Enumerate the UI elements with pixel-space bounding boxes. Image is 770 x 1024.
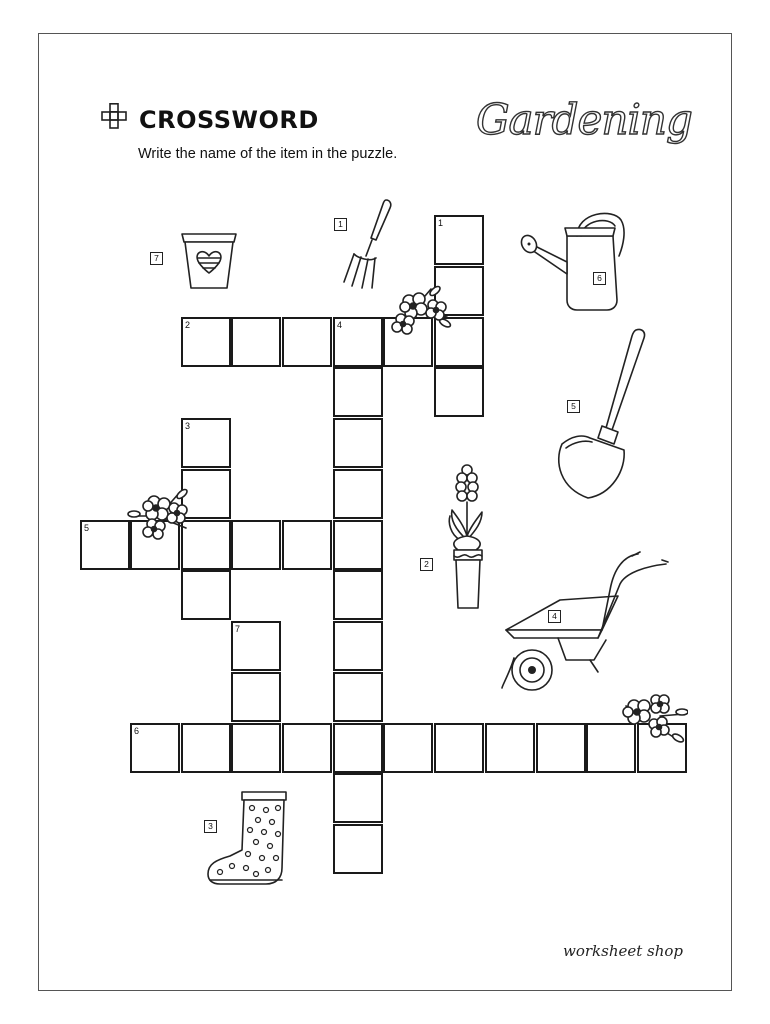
crossword-cell[interactable] [231, 520, 281, 570]
crossword-cell[interactable] [333, 418, 383, 468]
crossword-cell[interactable] [282, 317, 332, 367]
clue-number-5: 5 [84, 523, 90, 533]
crossword-cell[interactable] [333, 723, 383, 773]
crossword-cell[interactable] [231, 621, 281, 671]
instruction-text: Write the name of the item in the puzzle. [138, 146, 398, 162]
crossword-cell[interactable] [536, 723, 586, 773]
crossword-cell[interactable] [333, 317, 383, 367]
shovel-icon [552, 326, 656, 504]
crossword-cell[interactable] [434, 215, 484, 265]
crossword-cell[interactable] [181, 317, 231, 367]
clue-tag-2: 2 [420, 558, 433, 571]
crossword-cell[interactable] [181, 723, 231, 773]
theme-title: Gardening [476, 95, 692, 144]
clue-tag-6: 6 [593, 272, 606, 285]
watering-can-icon [517, 206, 639, 314]
crossword-cell[interactable] [333, 469, 383, 519]
crossword-cell[interactable] [333, 570, 383, 620]
crossword-cell[interactable] [282, 723, 332, 773]
crossword-cell[interactable] [333, 520, 383, 570]
crossword-cell[interactable] [80, 520, 130, 570]
crossword-cell[interactable] [231, 723, 281, 773]
rain-boot-icon [206, 788, 292, 892]
crossword-cell[interactable] [333, 824, 383, 874]
crossword-cell[interactable] [333, 773, 383, 823]
crossword-cell[interactable] [383, 723, 433, 773]
crossword-cell[interactable] [231, 672, 281, 722]
clue-number-1: 1 [438, 218, 444, 228]
page-title: CROSSWORD [139, 106, 319, 134]
clue-number-3: 3 [185, 421, 191, 431]
crossword-cell[interactable] [434, 723, 484, 773]
garden-fork-icon [336, 196, 398, 294]
crossword-cell[interactable] [434, 367, 484, 417]
crossword-cell[interactable] [130, 723, 180, 773]
clue-tag-1: 1 [334, 218, 347, 231]
wheelbarrow-icon [498, 548, 674, 696]
clue-tag-7: 7 [150, 252, 163, 265]
clue-number-7: 7 [235, 624, 241, 634]
crossword-cell[interactable] [181, 570, 231, 620]
crossword-cell[interactable] [181, 418, 231, 468]
brand-footer: worksheet shop [563, 942, 684, 960]
clue-number-6: 6 [134, 726, 140, 736]
crossword-cell[interactable] [485, 723, 535, 773]
crossword-cell[interactable] [231, 317, 281, 367]
crossword-cell[interactable] [333, 367, 383, 417]
hyacinth-bulb-icon [440, 460, 498, 614]
crossword-logo-icon [101, 103, 135, 137]
clue-number-2: 2 [185, 320, 191, 330]
crossword-cell[interactable] [333, 672, 383, 722]
clue-number-4: 4 [337, 320, 343, 330]
crossword-cell[interactable] [282, 520, 332, 570]
flower-pot-icon [178, 230, 240, 294]
clue-tag-4: 4 [548, 610, 561, 623]
crossword-cell[interactable] [333, 621, 383, 671]
clue-tag-3: 3 [204, 820, 217, 833]
flower-decoration-icon [126, 486, 194, 542]
clue-tag-5: 5 [567, 400, 580, 413]
